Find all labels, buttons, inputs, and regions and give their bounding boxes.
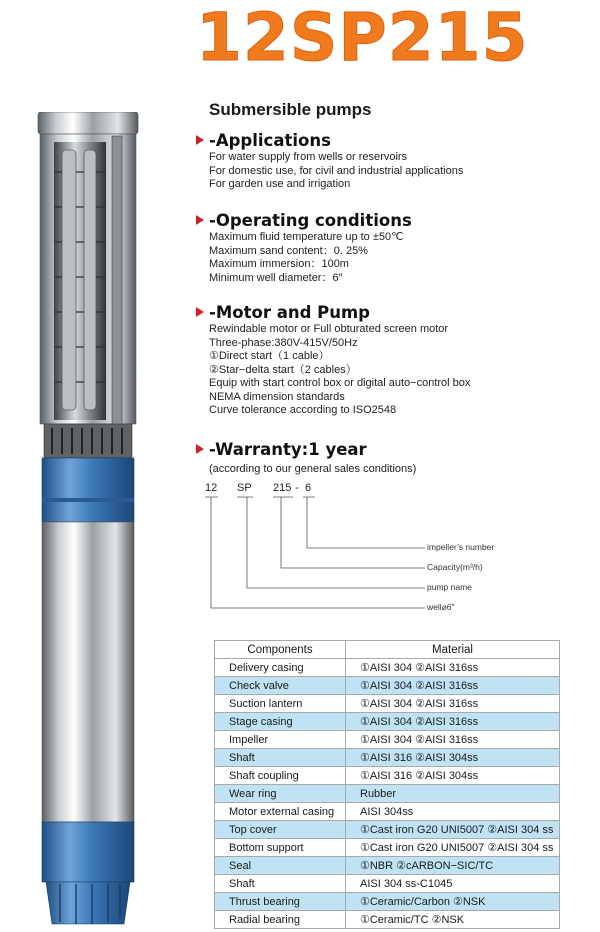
material-cell: ①AISI 316 ②AISI 304ss [346, 767, 560, 785]
section-line: Maximum sand content：0. 25% [209, 244, 368, 257]
page-title: 12SP215 [196, 0, 529, 76]
component-cell: Top cover [215, 821, 346, 839]
material-cell: ①NBR ②cARBON−SIC/TC [346, 857, 560, 875]
component-cell: Motor external casing [215, 803, 346, 821]
table-row [215, 857, 560, 875]
material-cell: ①AISI 304 ②AISI 316ss [346, 731, 560, 749]
code-label: well⌀6″ [427, 602, 455, 612]
material-cell: ①Cast iron G20 UNI5007 ②AISI 304 ss [346, 839, 560, 857]
arrow-right-icon [196, 444, 204, 454]
section-line: ②Star−delta start（2 cables） [209, 363, 357, 376]
table-row [215, 695, 560, 713]
component-cell: Shaft [215, 875, 346, 893]
section-line: For domestic use, for civil and industrial applications [209, 164, 464, 177]
section-heading: -Warranty:1 year [209, 440, 367, 459]
component-cell: Suction lantern [215, 695, 346, 713]
table-header-row [215, 641, 560, 659]
arrow-right-icon [196, 307, 204, 317]
material-cell: ①AISI 304 ②AISI 316ss [346, 695, 560, 713]
arrow-right-icon [196, 215, 204, 225]
section-line: For garden use and irrigation [209, 178, 351, 190]
code-label: Capacity(m³/h) [427, 562, 483, 572]
section-line: NEMA dimension standards [209, 390, 345, 403]
code-part: 6 [305, 482, 312, 494]
code-label: impeller’s number [427, 542, 495, 552]
table-row [215, 821, 560, 839]
section-line: Rewindable motor or Full obturated screen motor [209, 323, 449, 335]
section-line: Minimum well diameter：6″ [209, 271, 343, 284]
component-cell: Thrust bearing [215, 893, 346, 911]
material-cell: ①Cast iron G20 UNI5007 ②AISI 304 ss [346, 821, 560, 839]
section-line: Equip with start control box or digital auto−control box [209, 377, 471, 389]
section-line: Maximum fluid temperature up to ±50℃ [209, 231, 404, 243]
material-cell: ①AISI 304 ②AISI 316ss [346, 659, 560, 677]
section-warranty [196, 440, 416, 477]
section-line: For water supply from wells or reservoirs [209, 151, 408, 163]
table-row [215, 839, 560, 857]
section-line: Curve tolerance according to ISO2548 [209, 404, 397, 416]
code-part: 215 [273, 482, 292, 494]
component-cell: Impeller [215, 731, 346, 749]
table-row [215, 677, 560, 695]
component-cell: Stage casing [215, 713, 346, 731]
column-header: Material [346, 641, 560, 659]
component-cell: Seal [215, 857, 346, 875]
submersible-pump-illustration [28, 112, 148, 930]
table-row [215, 875, 560, 893]
component-cell: Check valve [215, 677, 346, 695]
component-cell: Bottom support [215, 839, 346, 857]
table-row [215, 731, 560, 749]
column-header: Components [215, 641, 346, 659]
section-applications [196, 131, 463, 192]
code-part: SP [237, 482, 252, 494]
table-row [215, 803, 560, 821]
material-cell: ①AISI 304 ②AISI 316ss [346, 713, 560, 731]
material-cell: AISI 304 ss-C1045 [346, 875, 560, 893]
code-label: pump name [427, 582, 472, 592]
component-cell: Radial bearing [215, 911, 346, 929]
material-cell: ①AISI 316 ②AISI 304ss [346, 749, 560, 767]
section-motor-and-pump [196, 303, 470, 418]
material-cell: ①AISI 304 ②AISI 316ss [346, 677, 560, 695]
arrow-right-icon [196, 135, 204, 145]
table-row [215, 893, 560, 911]
section-line: Three-phase:380V-415V/50Hz [209, 336, 358, 349]
code-leader-lines [205, 482, 515, 622]
page-subtitle: Submersible pumps [209, 100, 372, 119]
model-code-diagram [205, 482, 515, 622]
material-cell: ①Ceramic/Carbon ②NSK [346, 893, 560, 911]
table-row [215, 749, 560, 767]
material-cell: Rubber [346, 785, 560, 803]
table-row [215, 659, 560, 677]
code-part: 12 [205, 482, 218, 494]
section-line: (according to our general sales conditions) [209, 463, 417, 475]
section-line: ①Direct start（1 cable） [209, 350, 330, 362]
table-row [215, 767, 560, 785]
table-row [215, 785, 560, 803]
section-operating-conditions [196, 211, 412, 285]
section-heading: -Motor and Pump [209, 303, 370, 322]
material-cell: AISI 304ss [346, 803, 560, 821]
component-cell: Wear ring [215, 785, 346, 803]
table-row [215, 911, 560, 929]
material-cell: ①Ceramic/TC ②NSK [346, 911, 560, 929]
component-cell: Shaft coupling [215, 767, 346, 785]
code-part: - [295, 482, 299, 494]
component-cell: Delivery casing [215, 659, 346, 677]
component-cell: Shaft [215, 749, 346, 767]
section-heading: -Applications [209, 131, 331, 150]
spec-table [214, 640, 560, 929]
section-line: Maximum immersion：100m [209, 258, 349, 270]
table-row [215, 713, 560, 731]
section-heading: -Operating conditions [209, 211, 412, 230]
